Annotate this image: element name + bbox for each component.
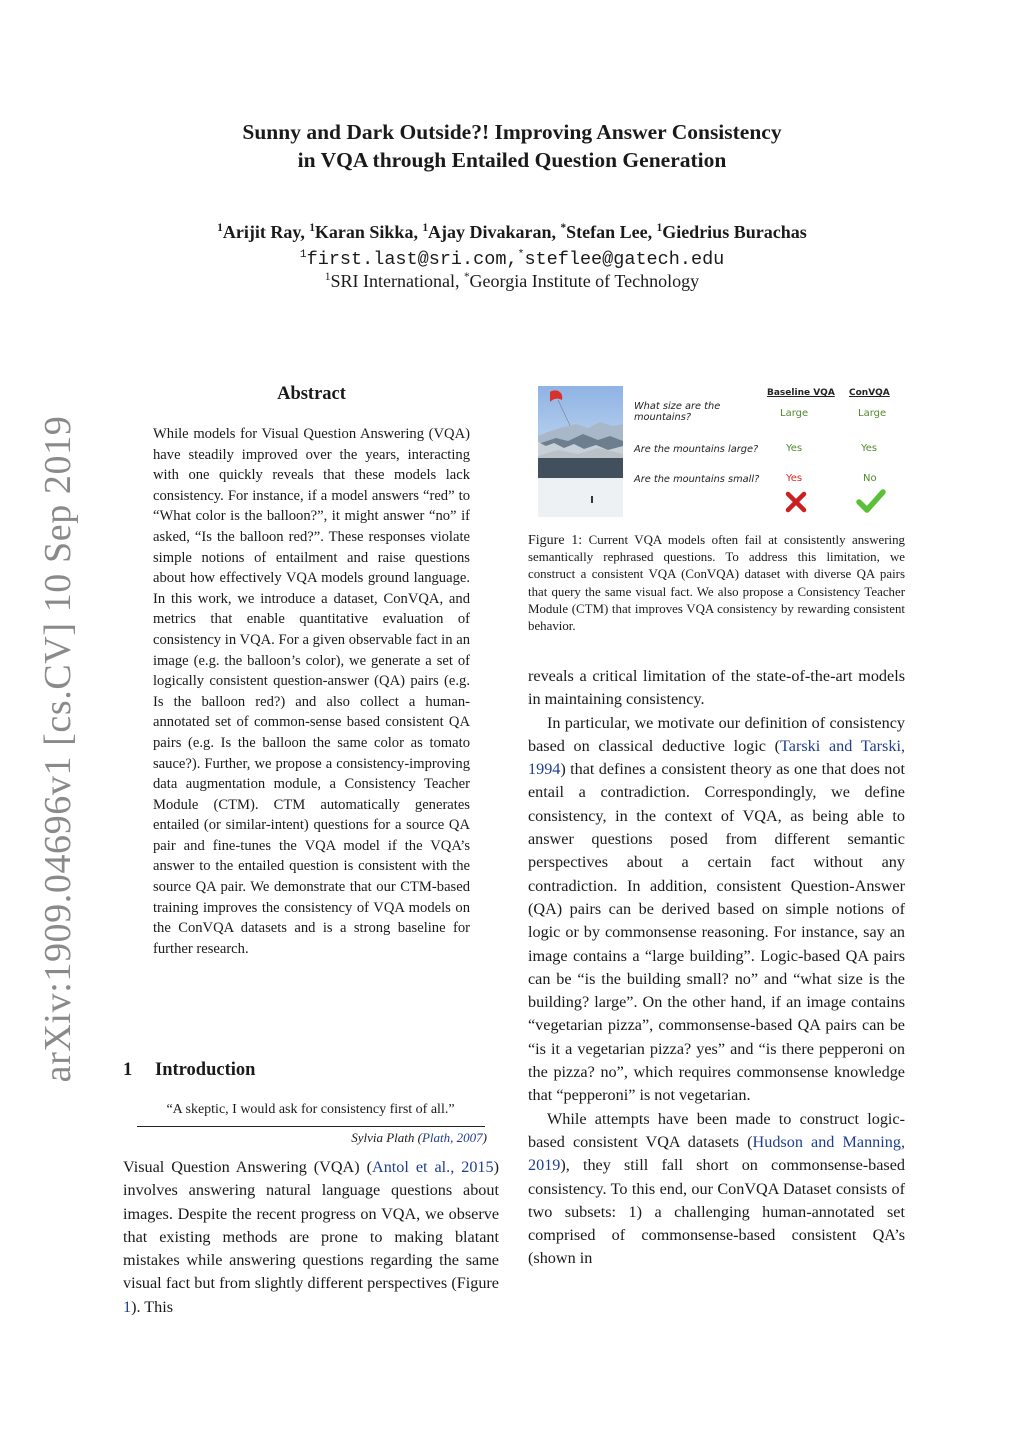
intro-paragraph [123, 1156, 499, 1319]
affil-mark: * [463, 271, 470, 283]
affil-sri: SRI International, [330, 271, 460, 291]
citation-link[interactable]: Antol et al., 2015 [372, 1158, 494, 1176]
epigraph-attribution [123, 1130, 487, 1146]
citation-link[interactable]: Hudson and Manning, 2019 [528, 1132, 905, 1175]
section-heading [123, 1060, 255, 1081]
kite-shape [550, 390, 562, 402]
caption-label: Figure 1: [528, 533, 583, 548]
affil-mark: 1 [324, 271, 331, 283]
question-3: Are the mountains small? [634, 474, 760, 485]
email-mark: * [517, 248, 525, 261]
convqa-answer-2: Yes [861, 443, 878, 454]
baseline-answer-1: Large [780, 408, 809, 419]
section-number: 1 [123, 1060, 133, 1080]
col-header-baseline: Baseline VQA [767, 388, 835, 398]
author-mark: 1 [309, 222, 315, 234]
author-name: Arijit Ray, [222, 222, 305, 242]
intro-text: Visual Question Answering (VQA) ( [123, 1158, 372, 1176]
baseline-answer-3: Yes [786, 473, 803, 484]
figure-1-caption [528, 532, 905, 635]
mountain-photo [538, 386, 623, 517]
citation-link[interactable]: Plath, 2007 [421, 1130, 483, 1145]
paragraph-text: In particular, we motivate our definition of consistency based on classical deductive logic ( [528, 713, 905, 755]
paragraph-text: ) that defines a consistent theory as one that does not entail a contradiction. Correspondingly, we define consistency, in the context of VQA, as being able to answer questions posed from different semantic perspectives about a certain fact without any contradiction. In addition, consistent Question-Answer (QA) pairs can be derived based on simple notions of logic or by commonsense reasoning. For instance, say an image contains a “large building”. Logic-based QA pairs can be “is the building small? no” and “what size is the building? large”. On the other hand, if an image contains “vegetarian pizza”, commonsense-based QA pairs can be “is it a vegetarian pizza? yes” and “is there pepperoni on the pizza? no”, which requires commonsense knowledge that “pepperoni” is not vegetarian. [528, 760, 905, 1105]
abstract-text: While models for Visual Question Answering (VQA) have steadily improved over the years, interacting with one quickly reveals that these models lack consistency. For instance, if a model answers “red” to “What color is the balloon?”, it might answer “no” if asked, “Is the balloon red?”. These responses violate simple notions of entailment and raise questions about how effectively VQA models ground language. In this work, we introduce a dataset, ConVQA, and metrics that enable quantitative evaluation of consistency in VQA. For a given observable fact in an image (e.g. the balloon’s color), we generate a set of logically consistent question-answer (QA) pairs (e.g. Is the balloon red?) and also collect a human-annotated set of common-sense based consistent QA pairs (e.g. Is the balloon the same color as tomato sauce?). Further, we propose a consistency-improving data augmentation module, a Consistency Teacher Module (CTM). CTM automatically generates entailed (or similar-intent) questions for a source QA pair and fine-tunes the VQA model if the VQA’s answer to the entailed question is consistent with the source QA pair. We demonstrate that our CTM-based training improves the consistency of VQA models on the ConVQA datasets and is a strong baseline for further research. [153, 426, 470, 957]
check-icon [856, 488, 886, 514]
abstract-heading: Abstract [277, 384, 346, 404]
author-mark: 1 [217, 222, 223, 234]
intro-text: ). This [131, 1297, 174, 1316]
author-emails [0, 248, 1024, 270]
section-title: Introduction [155, 1060, 256, 1080]
arxiv-stamp: arXiv:1909.04696v1 [cs.CV] 10 Sep 2019 [37, 415, 79, 1083]
quote-close: ) [482, 1130, 487, 1145]
email-gatech[interactable]: steflee@gatech.edu [524, 249, 725, 271]
author-list [0, 222, 1024, 243]
author-name: Stefan Lee, [566, 222, 653, 242]
convqa-answer-1: Large [858, 408, 887, 419]
title-line-2: in VQA through Entailed Question Generation [297, 148, 727, 172]
title-line-1: Sunny and Dark Outside?! Improving Answer Consistency [242, 120, 782, 144]
author-mark: * [560, 222, 567, 234]
question-2: Are the mountains large? [634, 444, 759, 455]
author-name: Karan Sikka, [314, 222, 418, 242]
author-mark: 1 [656, 222, 663, 234]
email-sri[interactable]: first.last@sri.com, [306, 249, 518, 271]
epigraph-rule [137, 1126, 485, 1127]
paragraph-text: While attempts have been made to construct logic-based consistent VQA datasets ( [528, 1109, 905, 1151]
email-mark: 1 [299, 248, 307, 261]
author-name: Ajay Divakaran, [428, 222, 557, 242]
epigraph-quote: “A skeptic, I would ask for consistency first of all.” [166, 1102, 455, 1117]
paragraph [528, 1108, 905, 1271]
citation-link[interactable]: Tarski and Tarski, 1994 [528, 736, 905, 779]
figure-ref-link[interactable]: 1 [123, 1297, 132, 1316]
paragraph: reveals a critical limitation of the state-of-the-art models in maintaining consistency. [528, 667, 905, 709]
paragraph-text: ), they still fall short on commonsense-based consistency. To this end, our ConVQA Dataset consists of two subsets: 1) a challenging human-annotated set comprised of commonsense-based consistent QA’s (shown in [528, 1156, 905, 1268]
question-1: What size are the mountains? [634, 401, 721, 423]
cross-icon [784, 490, 808, 514]
author-name: Giedrius Burachas [662, 222, 807, 242]
quote-author: Sylvia Plath ( [351, 1130, 422, 1145]
figure-1 [538, 386, 900, 518]
paragraph [528, 712, 905, 1108]
col-header-convqa: ConVQA [849, 388, 890, 398]
author-mark: 1 [422, 222, 429, 234]
baseline-answer-2: Yes [786, 443, 803, 454]
intro-text: ) involves answering natural language questions about images. Despite the recent progress on VQA, we observe that existing methods are prone to making blatant mistakes while answering questions regarding the same visual fact but from slightly different perspectives (Figure [123, 1158, 499, 1293]
abstract-body [153, 424, 470, 959]
affiliations [0, 271, 1024, 292]
affil-gatech: Georgia Institute of Technology [469, 271, 700, 291]
convqa-answer-3: No [863, 473, 877, 484]
caption-text: Current VQA models often fail at consistently answering semantically rephrased questions. To address this limitation, we construct a consistent VQA (ConVQA) dataset with diverse QA pairs that query the same visual fact. We also propose a Consistency Teacher Module (CTM) that improves VQA consistency by rewarding consistent behavior. [528, 533, 905, 634]
paper-title [0, 118, 1024, 174]
right-column-body [528, 665, 905, 1271]
